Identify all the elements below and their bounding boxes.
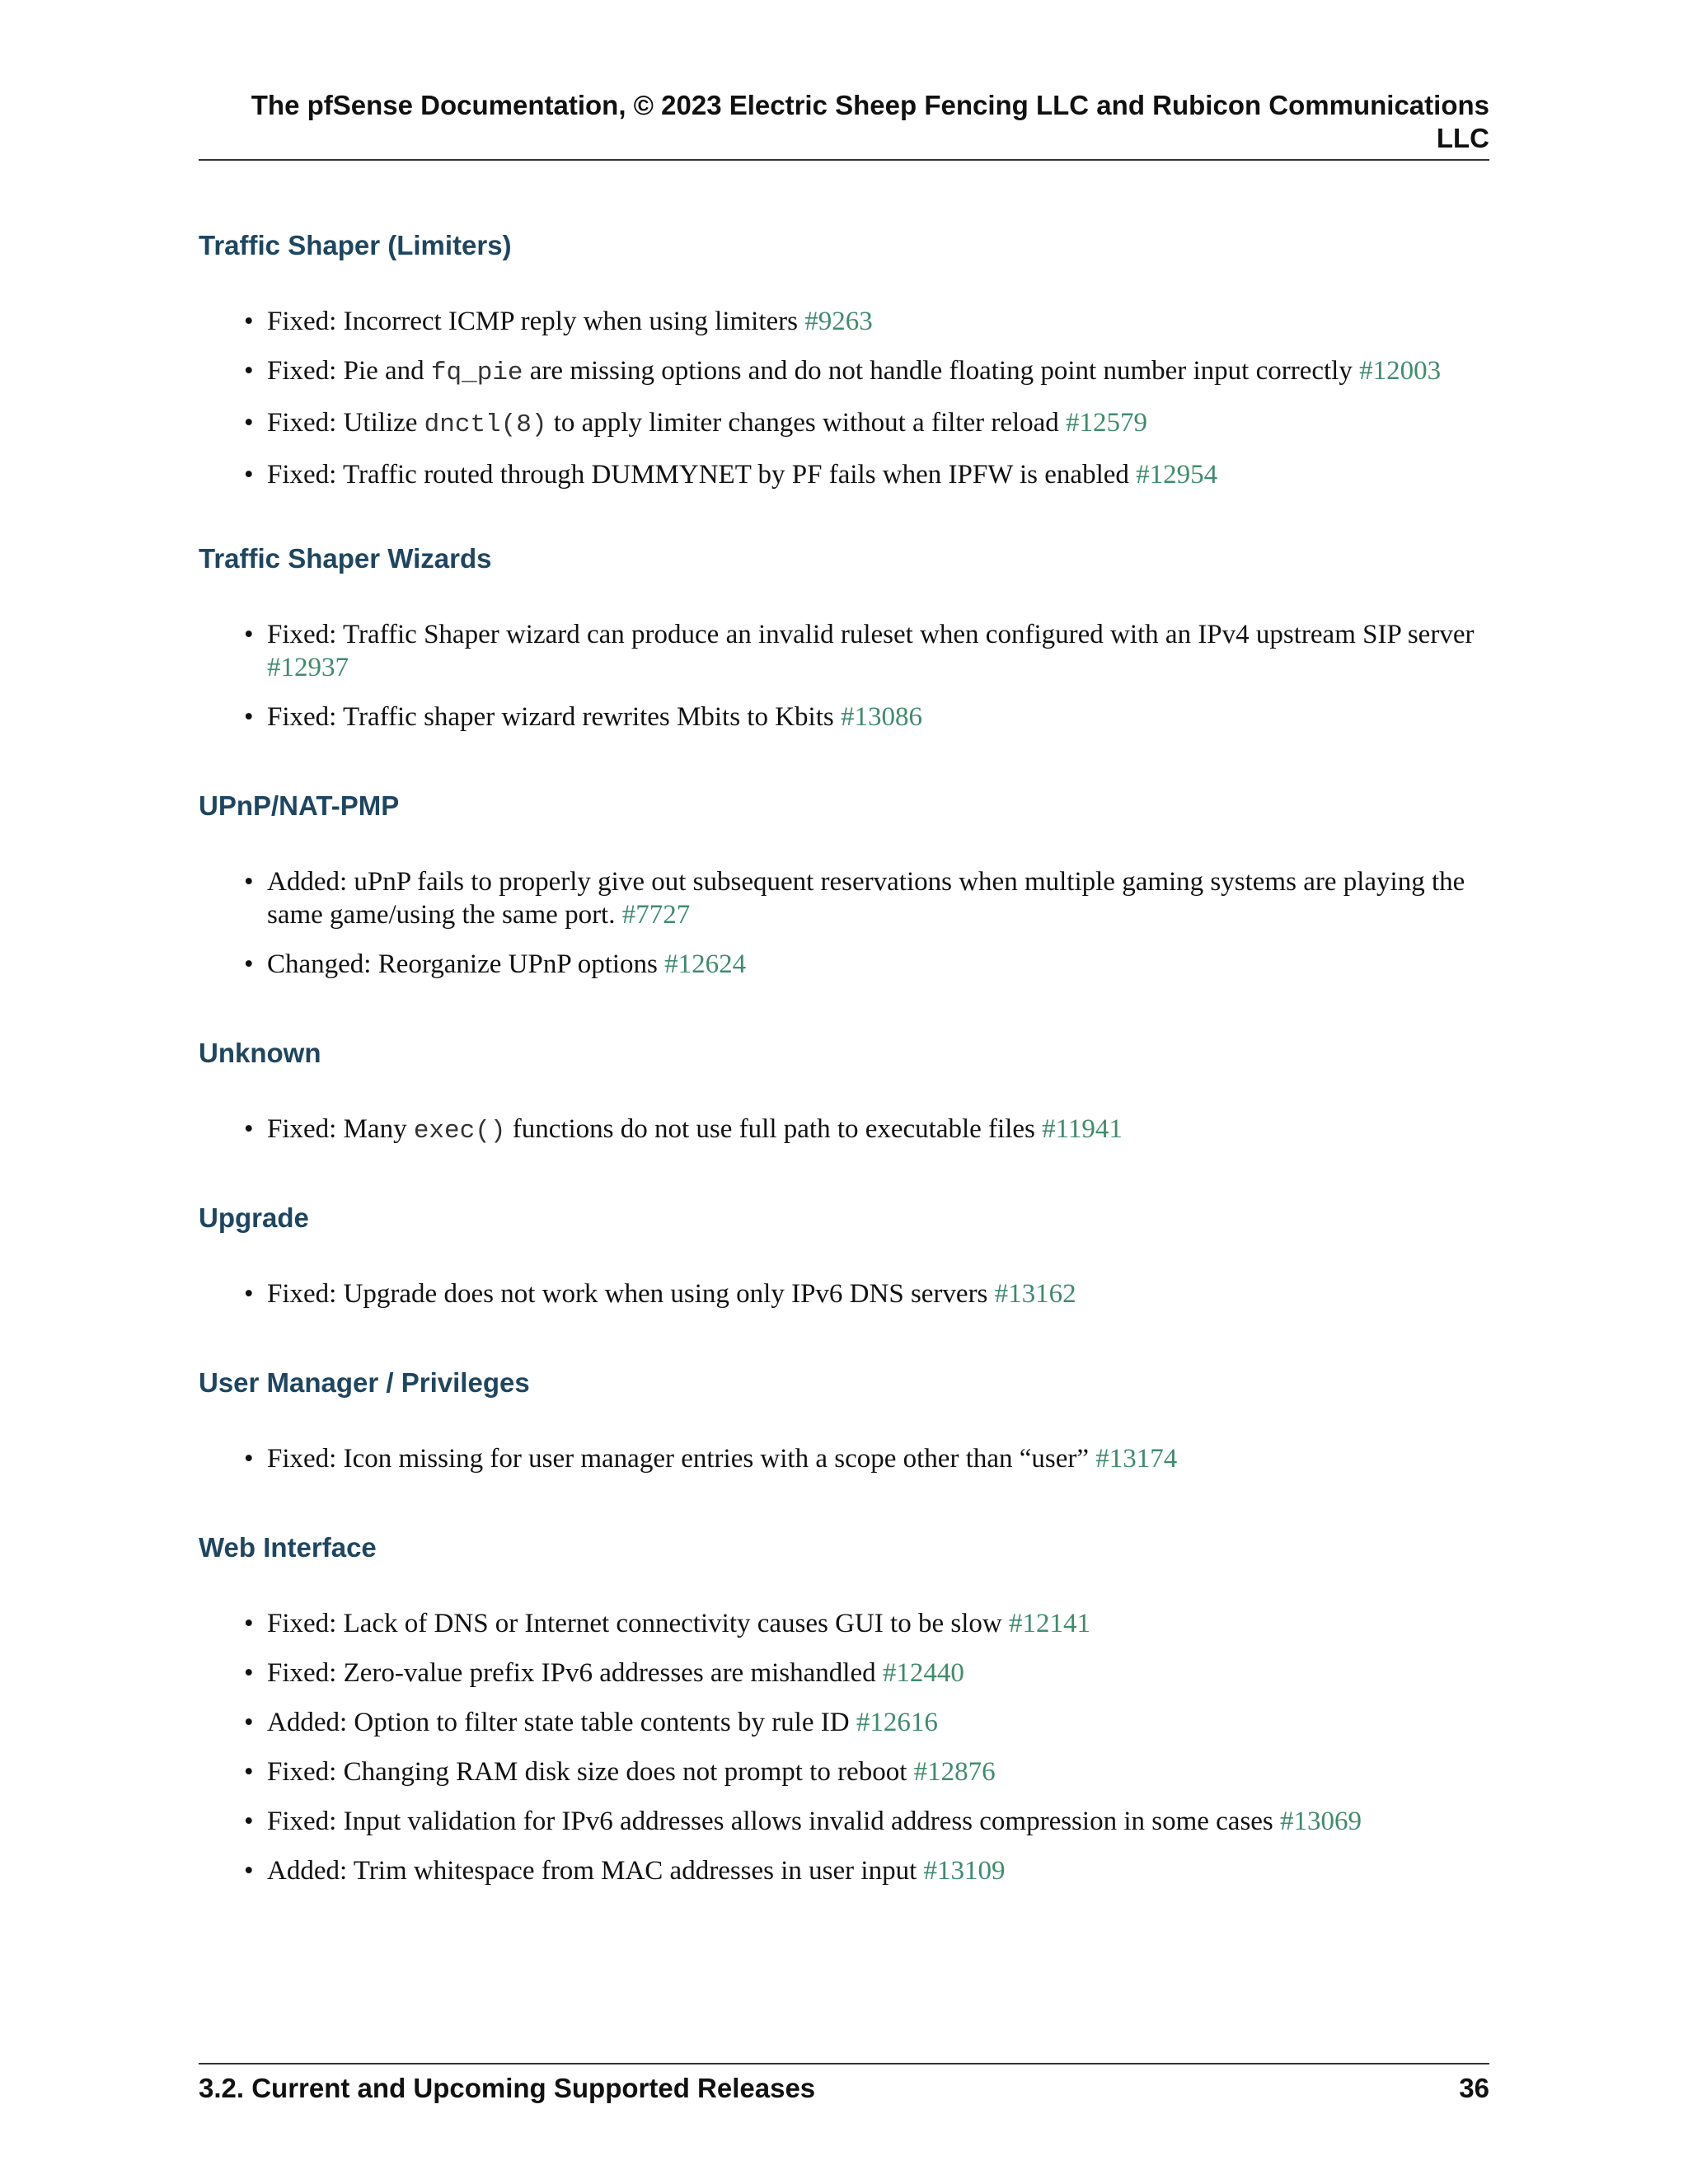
section-unknown xyxy=(199,1037,1489,1165)
list-item: • Fixed: Upgrade does not work when using only IPv6 DNS servers #13162 xyxy=(199,1277,1489,1310)
issue-link[interactable]: #13069 xyxy=(1280,1807,1362,1836)
list-item: • Fixed: Lack of DNS or Internet connectivity causes GUI to be slow #12141 xyxy=(199,1607,1489,1640)
issue-link[interactable]: #12440 xyxy=(882,1658,964,1688)
section-web-interface xyxy=(199,1531,1489,1904)
section-upnp-nat-pmp xyxy=(199,790,1489,997)
list-item: • Fixed: Traffic shaper wizard rewrites Mbits to Kbits #13086 xyxy=(199,701,1489,733)
footer-divider xyxy=(199,2063,1489,2064)
list-item: • Fixed: Traffic Shaper wizard can produce an invalid ruleset when configured with an IPv4 upstream SIP server #12937 xyxy=(199,618,1489,684)
list-item: • Fixed: Icon missing for user manager entries with a scope other than “user” #13174 xyxy=(199,1442,1489,1475)
section-heading: Unknown xyxy=(199,1038,321,1068)
issue-link[interactable]: #12579 xyxy=(1066,408,1148,438)
item-list xyxy=(199,1607,1489,1887)
issue-link[interactable]: #13109 xyxy=(923,1856,1006,1886)
section-heading: User Manager / Privileges xyxy=(199,1367,530,1398)
list-item: • Fixed: Zero-value prefix IPv6 addresses are mishandled #12440 xyxy=(199,1657,1489,1690)
inline-code: fq_pie xyxy=(430,359,523,387)
issue-link[interactable]: #12003 xyxy=(1359,356,1442,386)
list-item: • Fixed: Traffic routed through DUMMYNET by PF fails when IPFW is enabled #12954 xyxy=(199,458,1489,491)
inline-code: dnctl(8) xyxy=(424,410,547,439)
issue-link[interactable]: #9263 xyxy=(804,307,873,336)
issue-link[interactable]: #12876 xyxy=(913,1757,996,1787)
page-header xyxy=(199,89,1489,155)
section-heading: UPnP/NAT-PMP xyxy=(199,790,400,821)
inline-code: exec() xyxy=(413,1117,506,1146)
issue-link[interactable]: #12937 xyxy=(267,653,349,682)
page-footer xyxy=(199,2072,1489,2105)
issue-link[interactable]: #12954 xyxy=(1136,460,1218,490)
issue-link[interactable]: #13162 xyxy=(994,1279,1076,1309)
issue-link[interactable]: #7727 xyxy=(621,900,691,930)
list-item: • Fixed: Incorrect ICMP reply when using limiters #9263 xyxy=(199,305,1489,338)
section-user-manager-privileges xyxy=(199,1366,1489,1492)
section-heading: Traffic Shaper Wizards xyxy=(199,543,492,574)
list-item: • Added: uPnP fails to properly give out subsequent reservations when multiple gaming systems are playing the same game/using the same port. #7727 xyxy=(199,865,1489,931)
item-list xyxy=(199,1113,1489,1148)
issue-link[interactable]: #13174 xyxy=(1095,1444,1178,1474)
item-list xyxy=(199,865,1489,981)
list-item: • Fixed: Utilize dnctl(8) to apply limiter changes without a filter reload #12579 xyxy=(199,406,1489,442)
issue-link[interactable]: #12624 xyxy=(664,949,747,979)
section-heading: Upgrade xyxy=(199,1202,309,1233)
list-item: • Fixed: Input validation for IPv6 addresses allows invalid address compression in some cases #13069 xyxy=(199,1805,1489,1838)
issue-link[interactable]: #12616 xyxy=(856,1708,938,1737)
header-divider xyxy=(199,159,1489,161)
section-heading: Web Interface xyxy=(199,1532,377,1563)
section-traffic-shaper-limiters xyxy=(199,229,1489,508)
header-title-line2: LLC xyxy=(1436,123,1489,153)
list-item: • Changed: Reorganize UPnP options #12624 xyxy=(199,948,1489,981)
page-number: 36 xyxy=(1459,2073,1489,2103)
list-item: • Fixed: Pie and fq_pie are missing options and do not handle floating point number input correctly #12003 xyxy=(199,354,1489,390)
issue-link[interactable]: #11941 xyxy=(1042,1114,1123,1144)
section-heading: Traffic Shaper (Limiters) xyxy=(199,230,512,260)
list-item: • Fixed: Changing RAM disk size does not prompt to reboot #12876 xyxy=(199,1755,1489,1788)
section-traffic-shaper-wizards xyxy=(199,542,1489,750)
item-list xyxy=(199,305,1489,491)
issue-link[interactable]: #13086 xyxy=(840,702,922,732)
issue-link[interactable]: #12141 xyxy=(1008,1609,1090,1638)
section-upgrade xyxy=(199,1202,1489,1327)
list-item: • Fixed: Many exec() functions do not use full path to executable files #11941 xyxy=(199,1113,1489,1148)
item-list xyxy=(199,618,1489,733)
list-item: • Added: Trim whitespace from MAC addresses in user input #13109 xyxy=(199,1854,1489,1887)
header-title-line1: The pfSense Documentation, © 2023 Electric Sheep Fencing LLC and Rubicon Communications xyxy=(251,90,1489,120)
item-list xyxy=(199,1277,1489,1310)
list-item: • Added: Option to filter state table contents by rule ID #12616 xyxy=(199,1706,1489,1739)
item-list xyxy=(199,1442,1489,1475)
footer-section-label: 3.2. Current and Upcoming Supported Releases xyxy=(199,2073,816,2103)
